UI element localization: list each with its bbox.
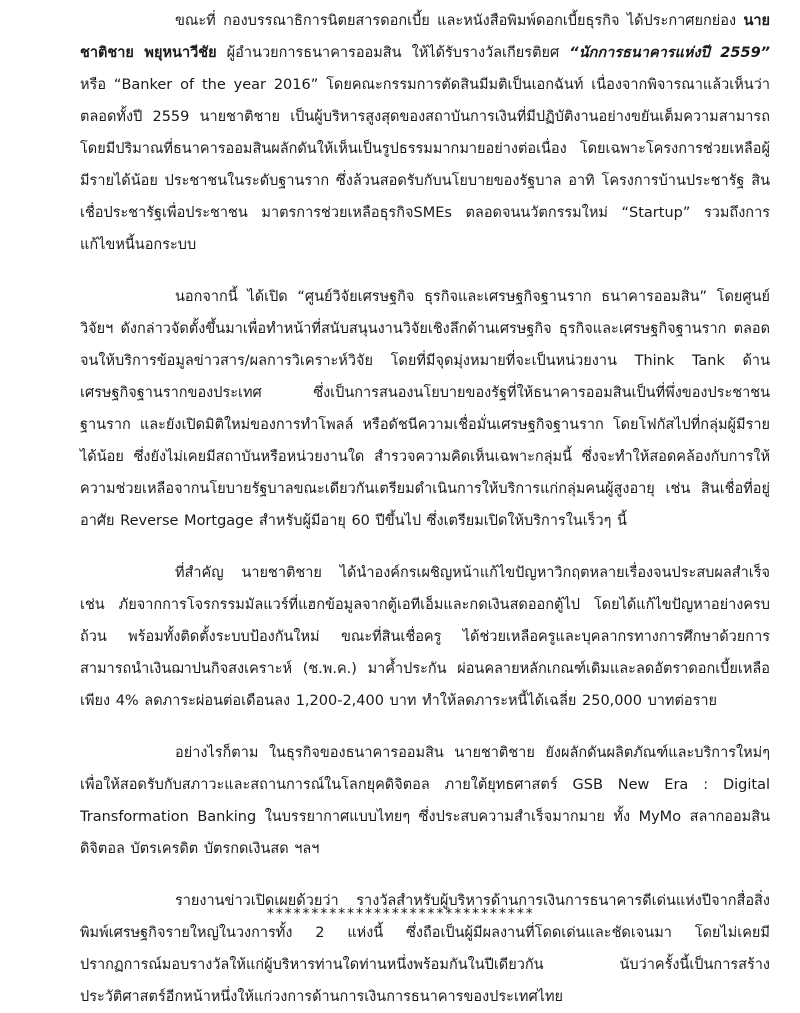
- executive-name: นายชาติชาย พยุหนาวีชัย: [80, 13, 770, 61]
- paragraph-report-summary: รายงานข่าวเปิดเผยด้วยว่า รางวัลสำหรับผู้บริหารด้านการเงินการธนาคารดีเด่นแห่งปีจากสื่อสิ่งพิมพ์เศรษฐกิจรายใหญ่ในวงการทั้ง 2 แห่งนี้ ซึ่งถือเป็นผู้มีผลงานที่โดดเด่นและชัดเจนมา โดยไม่เคยมีปรากฏการณ์มอบรางวัลให้แก่ผู้บริหารท่านใดท่านหนึ่งพร้อมกันในปีเดียวกัน นับว่าครั้งนี้เป็นการสร้างประวัติศาสตร์อีกหน้าหนึ่งให้แก่วงการด้านการเงินการธนาคารของประเทศไทย: [80, 893, 770, 1005]
- end-separator: ******************************: [266, 906, 534, 922]
- paragraph-award-announcement: [80, 5, 770, 261]
- paragraph-crisis-management: ที่สำคัญ นายชาติชาย ได้นำองค์กรเผชิญหน้าแก้ไขปัญหาวิกฤตหลายเรื่องจนประสบผลสำเร็จ เช่น ภัยจากการโจรกรรมมัลแวร์ที่แฮกข้อมูลจากตู้เอทีเอ็มและกดเงินสดออกตู้ไป โดยได้แก้ไขปัญหาอย่างครบถ้วน พร้อมทั้งติดตั้งระบบป้องกันใหม่ ขณะที่สินเชื่อครู ได้ช่วยเหลือครูและบุคลากรทางการศึกษาด้วยการสามารถนำเงินฌาปนกิจสงเคราะห์ (ช.พ.ค.) มาค้ำประกัน ผ่อนคลายหลักเกณฑ์เดิมและลดอัตราดอกเบี้ยเหลือเพียง 4% ลดภาระผ่อนต่อเดือนลง 1,200-2,400 บาท ทำให้ลดภาระหนี้ได้เฉลี่ย 250,000 บาทต่อราย: [80, 565, 770, 709]
- paragraph-research-center: นอกจากนี้ ได้เปิด “ศูนย์วิจัยเศรษฐกิจ ธุรกิจและเศรษฐกิจฐานราก ธนาคารออมสิน” โดยศูนย์วิจัยฯ ดังกล่าวจัดตั้งขึ้นมาเพื่อทำหน้าที่สนับสนุนงานวิจัยเชิงลึกด้านเศรษฐกิจ ธุรกิจและเศรษฐกิจฐานราก ตลอดจนให้บริการข้อมูลข่าวสาร/ผลการวิเคราะห์วิจัย โดยที่มีจุดมุ่งหมายที่จะเป็นหน่วยงาน Think Tank ด้านเศรษฐกิจฐานรากของประเทศ ซึ่งเป็นการสนองนโยบายของรัฐที่ให้ธนาคารออมสินเป็นที่พึ่งของประชาชนฐานราก และยังเปิดมิติใหม่ของการทำโพลล์ หรือดัชนีความเชื่อมั่นเศรษฐกิจฐานราก โดยโฟกัสไปที่กลุ่มผู้มีรายได้น้อย ซึ่งยังไม่เคยมีสถาบันหรือหน่วยงานใด สำรวจความคิดเห็นเฉพาะกลุ่มนี้ ซึ่งจะทำให้สอดคล้องกับการให้ความช่วยเหลือจากนโยบายรัฐบาลขณะเดียวกันเตรียมดำเนินการให้บริการแก่กลุ่มคนผู้สูงอายุ เช่น สินเชื่อที่อยู่อาศัย Reverse Mortgage สำหรับผู้มีอายุ 60 ปีขึ้นไป ซึ่งเตรียมเปิดให้บริการในเร็วๆ นี้: [80, 289, 770, 529]
- award-title: “นักการธนาคารแห่งปี 2559”: [569, 45, 770, 61]
- paragraph-digital-transformation: อย่างไรก็ตาม ในธุรกิจของธนาคารออมสิน นายชาติชาย ยังผลักดันผลิตภัณฑ์และบริการใหม่ๆ เพื่อให้สอดรับกับสภาวะและสถานการณ์ในโลกยุคดิจิตอล ภายใต้ยุทธศาสตร์ GSB New Era : Digital Transformation Banking ในบรรยากาศแบบไทยๆ ซึ่งประสบความสำเร็จมากมาย ทั้ง MyMo สลากออมสินดิจิตอล บัตรเครดิต บัตรกดเงินสด ฯลฯ: [80, 745, 770, 857]
- p1-intro: ขณะที่ กองบรรณาธิการนิตยสารดอกเบี้ย และหนังสือพิมพ์ดอกเบี้ยธุรกิจ ได้ประกาศยกย่อง: [175, 13, 744, 29]
- document-body: [80, 0, 770, 1013]
- p1-body: หรือ “Banker of the year 2016” โดยคณะกรรมการตัดสินมีมติเป็นเอกฉันท์ เนื่องจากพิจารณาแล้วเห็นว่าตลอดทั้งปี 2559 นายชาติชาย เป็นผู้บริหารสูงสุดของสถาบันการเงินที่มีปฏิบัติงานอย่างขยันเต็มความสามารถ โดยมีปริมาณที่ธนาคารออมสินผลักดันให้เห็นเป็นรูปธรรมมากมายอย่างต่อเนื่อง โดยเฉพาะโครงการช่วยเหลือผู้มีรายได้น้อย ประชาชนในระดับฐานราก ซึ่งล้วนสอดรับกับนโยบายของรัฐบาล อาทิ โครงการบ้านประชารัฐ สินเชื่อประชารัฐเพื่อประชาชน มาตรการช่วยเหลือธุรกิจSMEs ตลอดจนนวัตกรรมใหม่ “Startup” รวมถึงการแก้ไขหนี้นอกระบบ: [80, 77, 770, 253]
- p1-position: ผู้อำนวยการธนาคารออมสิน ให้ได้รับรางวัลเกียรติยศ: [216, 45, 570, 61]
